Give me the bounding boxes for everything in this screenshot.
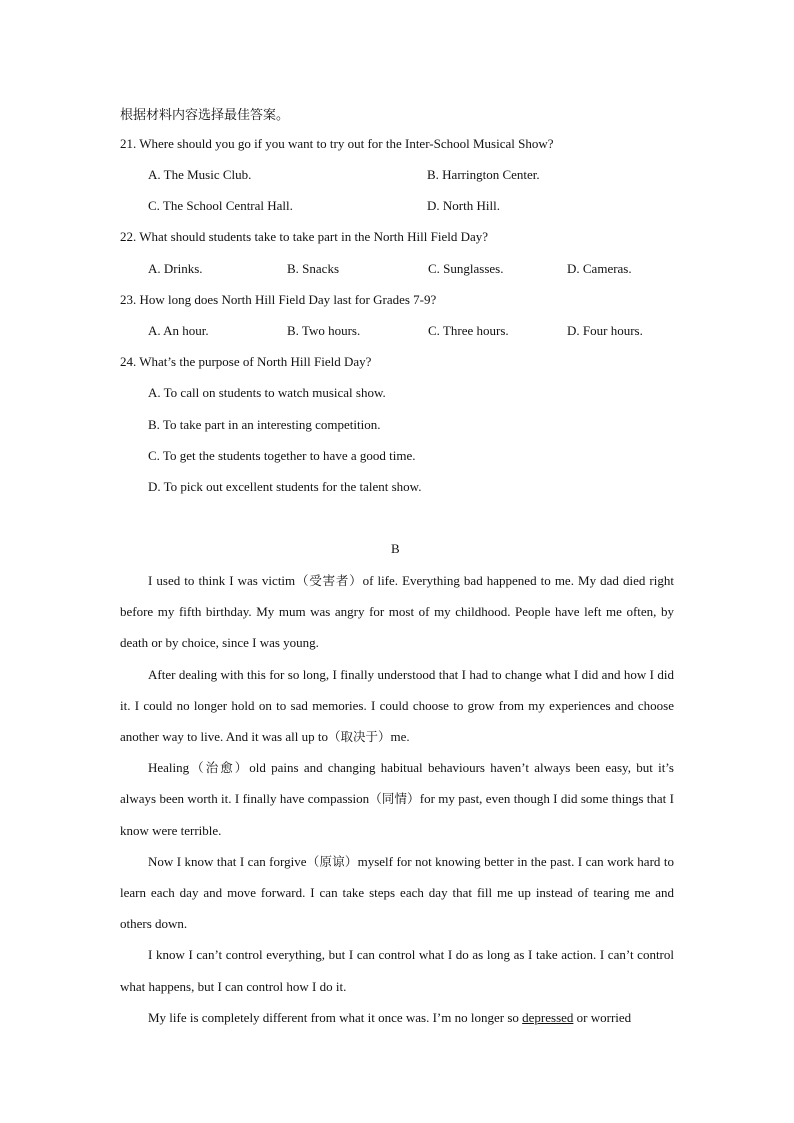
question-24-option-b: B. To take part in an interesting competition. (148, 417, 381, 432)
question-22-option-a: A. Drinks. (148, 261, 203, 276)
p3-gloss-2: （同情） (369, 791, 420, 807)
p4-text-b: myself for not knowing better in the past. I can work hard to learn each day and move forward. I can take steps each day that fill me up instead of tearing me and others down. (120, 853, 674, 932)
question-22-option-d: D. Cameras. (567, 261, 632, 276)
p1-text-b: of life. Everything bad happened to me. My dad died right before my fifth birthday. My mum was angry for most of my childhood. People have left me often, by death or by choice, since I was young. (120, 573, 674, 651)
p2-text-a: After dealing with this for so long, I finally understood that I had to change what I did and how I did it. I could no longer hold on to sad memories. I could choose to grow from my experiences and choose another way to live. And it was all up to (120, 666, 674, 745)
p1-gloss: （受害者） (295, 573, 363, 588)
question-21-option-d: D. North Hill. (427, 198, 500, 213)
question-23-option-d: D. Four hours. (567, 323, 643, 338)
question-24-option-d: D. To pick out excellent students for the talent show. (148, 479, 422, 494)
question-23-stem: 23. How long does North Hill Field Day last for Grades 7-9? (120, 292, 437, 307)
p6-underlined-word: depressed (522, 1009, 574, 1025)
question-22-option-b: B. Snacks (287, 261, 339, 276)
p1-text-a: I used to think I was victim (148, 573, 296, 588)
p4-gloss: （原谅） (306, 853, 358, 869)
p6-text-a: My life is completely different from what it once was. I’m no longer so (148, 1009, 519, 1025)
p4-text-a: Now I know that I can forgive (148, 853, 307, 869)
p3-text-a: Healing (148, 760, 190, 776)
question-22-stem: 22. What should students take to take part in the North Hill Field Day? (120, 229, 489, 244)
p3-gloss-1: （治愈） (189, 760, 250, 776)
passage-paragraph-6 (120, 1002, 674, 1033)
question-21-stem: 21. Where should you go if you want to try out for the Inter-School Musical Show? (120, 136, 554, 151)
question-21-option-a: A. The Music Club. (148, 167, 252, 182)
question-22-option-c: C. Sunglasses. (428, 261, 504, 276)
p3-text-c: for my past, even though I did some things that I know were terrible. (120, 791, 674, 838)
question-23-option-b: B. Two hours. (287, 323, 361, 338)
passage-paragraph-3 (120, 752, 674, 846)
section-title: B (391, 541, 400, 556)
question-23-option-c: C. Three hours. (428, 323, 509, 338)
passage-paragraph-2 (120, 659, 674, 753)
passage (120, 565, 674, 1033)
p3-text-b: old pains and changing habitual behaviours haven’t always been easy, but it’s always been worth it. I finally have compassion (120, 760, 674, 807)
p2-gloss: （取决于） (327, 729, 391, 745)
passage-paragraph-5: I know I can’t control everything, but I can control what I do as long as I take action. I can’t control what happens, but I can control how I do it. (120, 947, 674, 994)
p2-text-b: me. (390, 729, 410, 745)
question-24-option-a: A. To call on students to watch musical show. (148, 385, 386, 400)
question-21-option-b: B. Harrington Center. (427, 167, 540, 182)
instruction: 根据材料内容选择最佳答案。 (120, 108, 290, 123)
passage-paragraph-4 (120, 846, 674, 940)
question-24-option-c: C. To get the students together to have a good time. (148, 448, 416, 463)
question-24-stem: 24. What’s the purpose of North Hill Field Day? (120, 354, 372, 369)
passage-paragraph-1 (120, 565, 674, 659)
p6-text-b: or worried (576, 1009, 632, 1025)
question-21-option-c: C. The School Central Hall. (148, 198, 293, 213)
question-23-option-a: A. An hour. (148, 323, 209, 338)
